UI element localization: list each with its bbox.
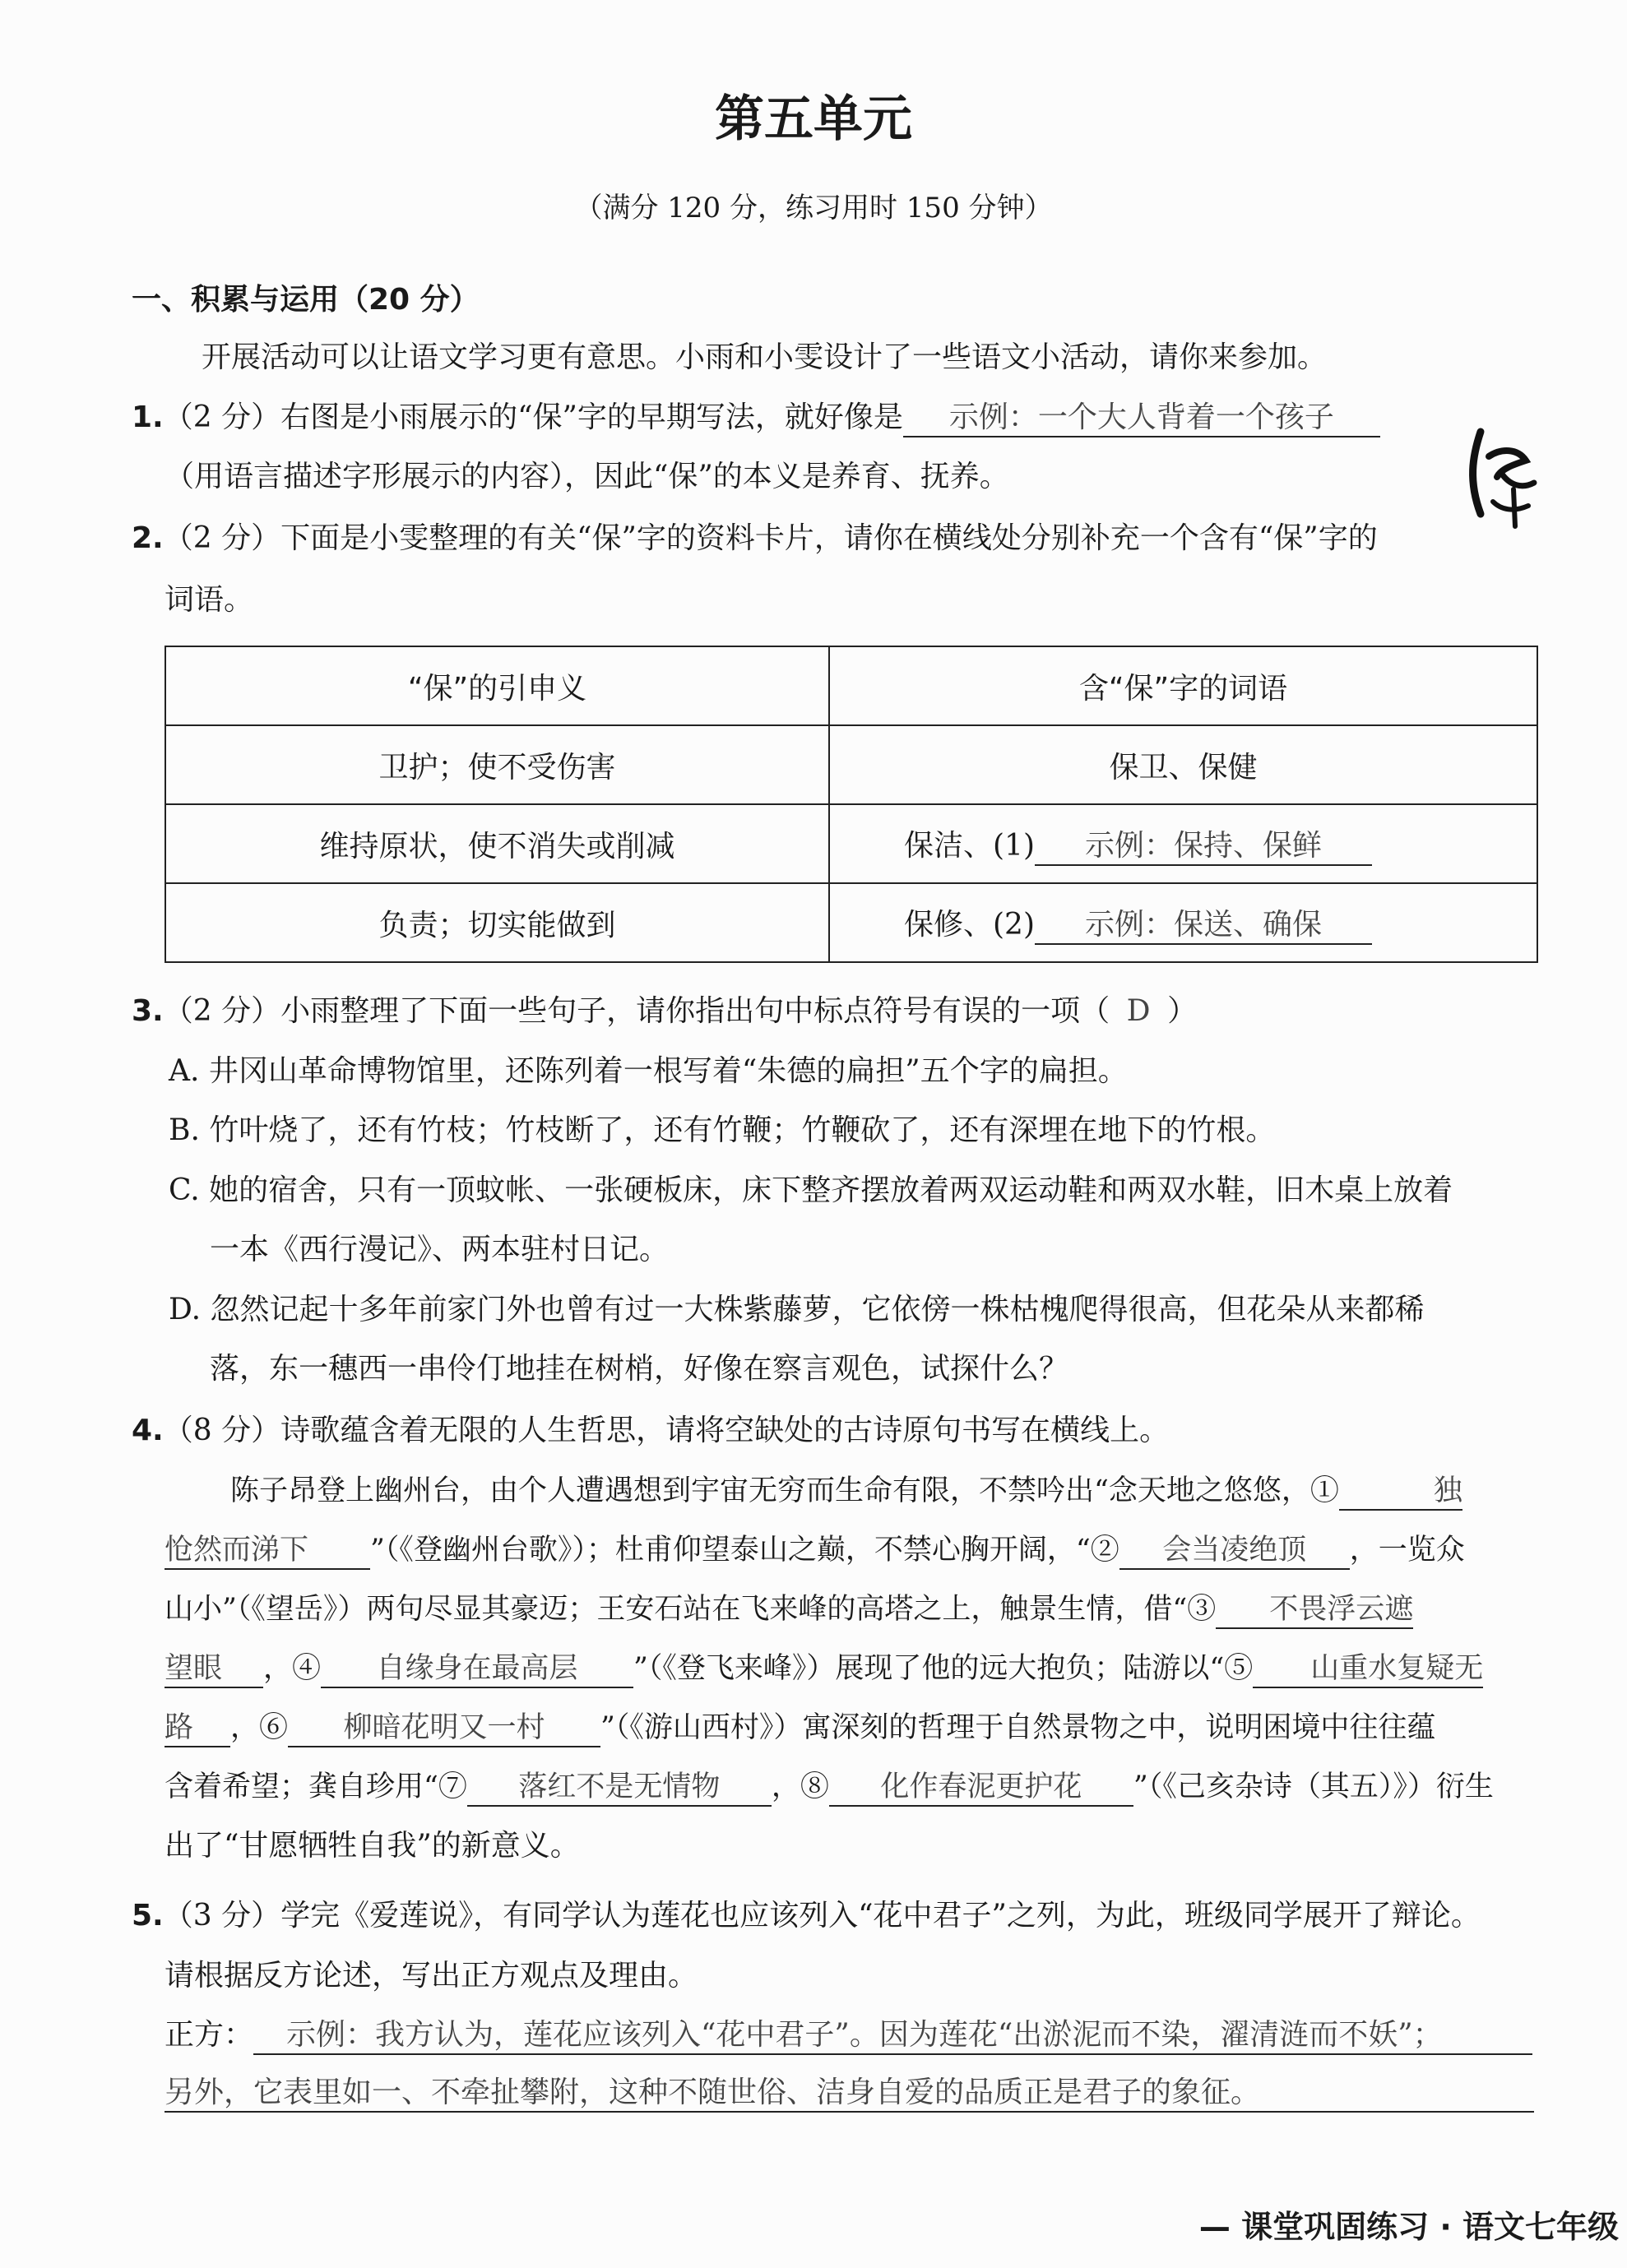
answer-blank[interactable]: 示例：保送、确保	[1035, 907, 1372, 945]
question-5	[132, 1895, 1481, 1937]
answer-line-2	[165, 2072, 1534, 2113]
poem-line-7: 出了“甘愿牺牲自我”的新意义。	[165, 1829, 580, 1863]
answer-blank[interactable]: 示例：我方认为，莲花应该列入“花中君子”。因为莲花“出淤泥而不染，濯清涟而不妖”；	[253, 2017, 1532, 2055]
answer-blank[interactable]: 山重水复疑无	[1253, 1650, 1483, 1688]
page-footer: — 课堂巩固练习 · 语文七年级	[1198, 2209, 1619, 2245]
poem-text: ”（《登飞来峰》）展现了他的远大抱负；陆游以“⑤	[633, 1652, 1254, 1685]
option-c-cont: 一本《西行漫记》、两本驻村日记。	[210, 1233, 670, 1266]
question-text: （2 分）下面是小雯整理的有关“保”字的资料卡片，请你在横线处分别补充一个含有“保”字的	[163, 521, 1378, 555]
table-cell-meaning: 卫护；使不受伤害	[165, 725, 829, 804]
table-cell-meaning: 维持原状，使不消失或削减	[165, 804, 829, 883]
question-text: （2 分）右图是小雨展示的“保”字的早期写法，就好像是	[163, 400, 903, 434]
poem-line-5	[165, 1707, 1435, 1748]
poem-line-2	[165, 1530, 1465, 1571]
poem-text: ”（《登幽州台歌》）；杜甫仰望泰山之巅，不禁心胸开阔，“②	[370, 1534, 1119, 1567]
page-subtitle: （满分 120 分，练习用时 150 分钟）	[574, 192, 1053, 224]
question-4	[132, 1410, 1169, 1451]
section-heading: 一、积累与运用（20 分）	[132, 283, 480, 317]
words-prefix: 保修、(2)	[904, 907, 1035, 942]
table-row	[165, 883, 1537, 962]
answer-blank[interactable]: 路	[165, 1710, 230, 1747]
poem-text: ，④	[263, 1652, 322, 1685]
poem-text: 陈子昂登上幽州台，由个人遭遇想到宇宙无穷而生命有限，不禁吟出“念天地之悠悠，①	[230, 1474, 1339, 1507]
answer-blank[interactable]: 另外，它表里如一、不牵扯攀附，这种不随世俗、洁身自爱的品质正是君子的象征。	[165, 2075, 1534, 2113]
answer-label: 正方：	[165, 2018, 254, 2052]
answer-blank[interactable]: 示例：保持、保鲜	[1035, 828, 1372, 866]
table-row	[165, 725, 1537, 804]
table-cell-meaning: 负责；切实能做到	[165, 883, 829, 962]
answer-blank[interactable]: 化作春泥更护花	[829, 1769, 1133, 1807]
table-header: “保”的引申义	[165, 646, 829, 725]
table-header-row	[165, 646, 1537, 725]
option-d-cont: 落，东一穗西一串伶仃地挂在树梢，好像在察言观色，试探什么？	[210, 1352, 1069, 1386]
option-d: D. 忽然记起十多年前家门外也曾有过一大株紫藤萝，它依傍一株枯槐爬得很高，但花朵从来都稀	[169, 1293, 1425, 1326]
answer-blank[interactable]: 望眼	[165, 1650, 263, 1688]
option-a: A. 井冈山革命博物馆里，还陈列着一根写着“朱德的扁担”五个字的扁担。	[169, 1054, 1128, 1088]
ancient-bao-character-icon	[1456, 424, 1546, 530]
table-cell-words	[829, 804, 1537, 883]
page-title: 第五单元	[715, 90, 912, 148]
answer-blank[interactable]: 示例：一个大人背着一个孩子	[903, 400, 1380, 437]
question-number: 2.	[132, 521, 164, 555]
answer-blank[interactable]: 会当凌绝顶	[1119, 1532, 1350, 1570]
question-1	[132, 397, 1380, 438]
question-number: 5.	[132, 1899, 164, 1932]
question-number: 3.	[132, 994, 164, 1028]
poem-text: ，一览众	[1349, 1534, 1465, 1567]
table-row	[165, 804, 1537, 883]
question-number: 4.	[132, 1414, 164, 1447]
section-intro: 开展活动可以让语文学习更有意思。小雨和小雯设计了一些语文小活动，请你来参加。	[202, 340, 1328, 374]
question-2-cont: 词语。	[165, 583, 254, 617]
poem-line-1	[230, 1470, 1462, 1511]
poem-text: 山小”（《望岳》）两句尽显其豪迈；王安石站在飞来峰的高塔之上，触景生情，借“③	[165, 1593, 1217, 1626]
question-text: （2 分）小雨整理了下面一些句子，请你指出句中标点符号有误的一项（	[163, 994, 1110, 1028]
answer-blank[interactable]: 不畏浮云遮	[1216, 1591, 1413, 1629]
table-cell-words	[829, 883, 1537, 962]
question-text: （3 分）学完《爱莲说》，有同学认为莲花也应该列入“花中君子”之列，为此，班级同学展开了辩论。	[163, 1899, 1481, 1932]
question-close: ）	[1167, 994, 1198, 1028]
poem-text: ”（《游山西村》）寓深刻的哲理于自然景物之中，说明困境中往往蕴	[600, 1711, 1436, 1744]
poem-text: ，⑥	[230, 1711, 289, 1744]
question-2	[132, 518, 1378, 559]
poem-line-6	[165, 1766, 1494, 1807]
question-number: 1.	[132, 400, 164, 434]
info-card-table	[165, 646, 1538, 963]
answer-blank[interactable]: 柳暗花明又一村	[288, 1710, 600, 1747]
answer-blank[interactable]: 怆然而涕下	[165, 1532, 370, 1570]
answer-choice[interactable]: D	[1126, 994, 1151, 1028]
question-text: （8 分）诗歌蕴含着无限的人生哲思，请将空缺处的古诗原句书写在横线上。	[163, 1414, 1170, 1447]
answer-blank[interactable]: 独	[1339, 1473, 1462, 1511]
poem-line-4	[165, 1648, 1483, 1689]
table-cell-words: 保卫、保健	[829, 725, 1537, 804]
poem-line-3	[165, 1589, 1413, 1630]
answer-blank[interactable]: 自缘身在最高层	[321, 1650, 633, 1688]
table-header: 含“保”字的词语	[829, 646, 1537, 725]
words-prefix: 保洁、(1)	[904, 828, 1035, 863]
question-5-cont: 请根据反方论述，写出正方观点及理由。	[165, 1959, 698, 1993]
poem-text: 含着希望；龚自珍用“⑦	[165, 1770, 467, 1803]
option-b: B. 竹叶烧了，还有竹枝；竹枝断了，还有竹鞭；竹鞭砍了，还有深埋在地下的竹根。	[169, 1113, 1276, 1147]
answer-line-1	[165, 2015, 1532, 2056]
question-1-cont: （用语言描述字形展示的内容），因此“保”的本义是养育、抚养。	[165, 460, 1009, 493]
question-3	[132, 991, 1197, 1032]
option-c: C. 她的宿舍，只有一顶蚊帐、一张硬板床，床下整齐摆放着两双运动鞋和两双水鞋，旧木桌上放着	[169, 1173, 1453, 1207]
answer-blank[interactable]: 落红不是无情物	[467, 1769, 772, 1807]
poem-text: ”（《己亥杂诗（其五）》）衍生	[1133, 1770, 1494, 1803]
poem-text: ，⑧	[771, 1770, 829, 1803]
